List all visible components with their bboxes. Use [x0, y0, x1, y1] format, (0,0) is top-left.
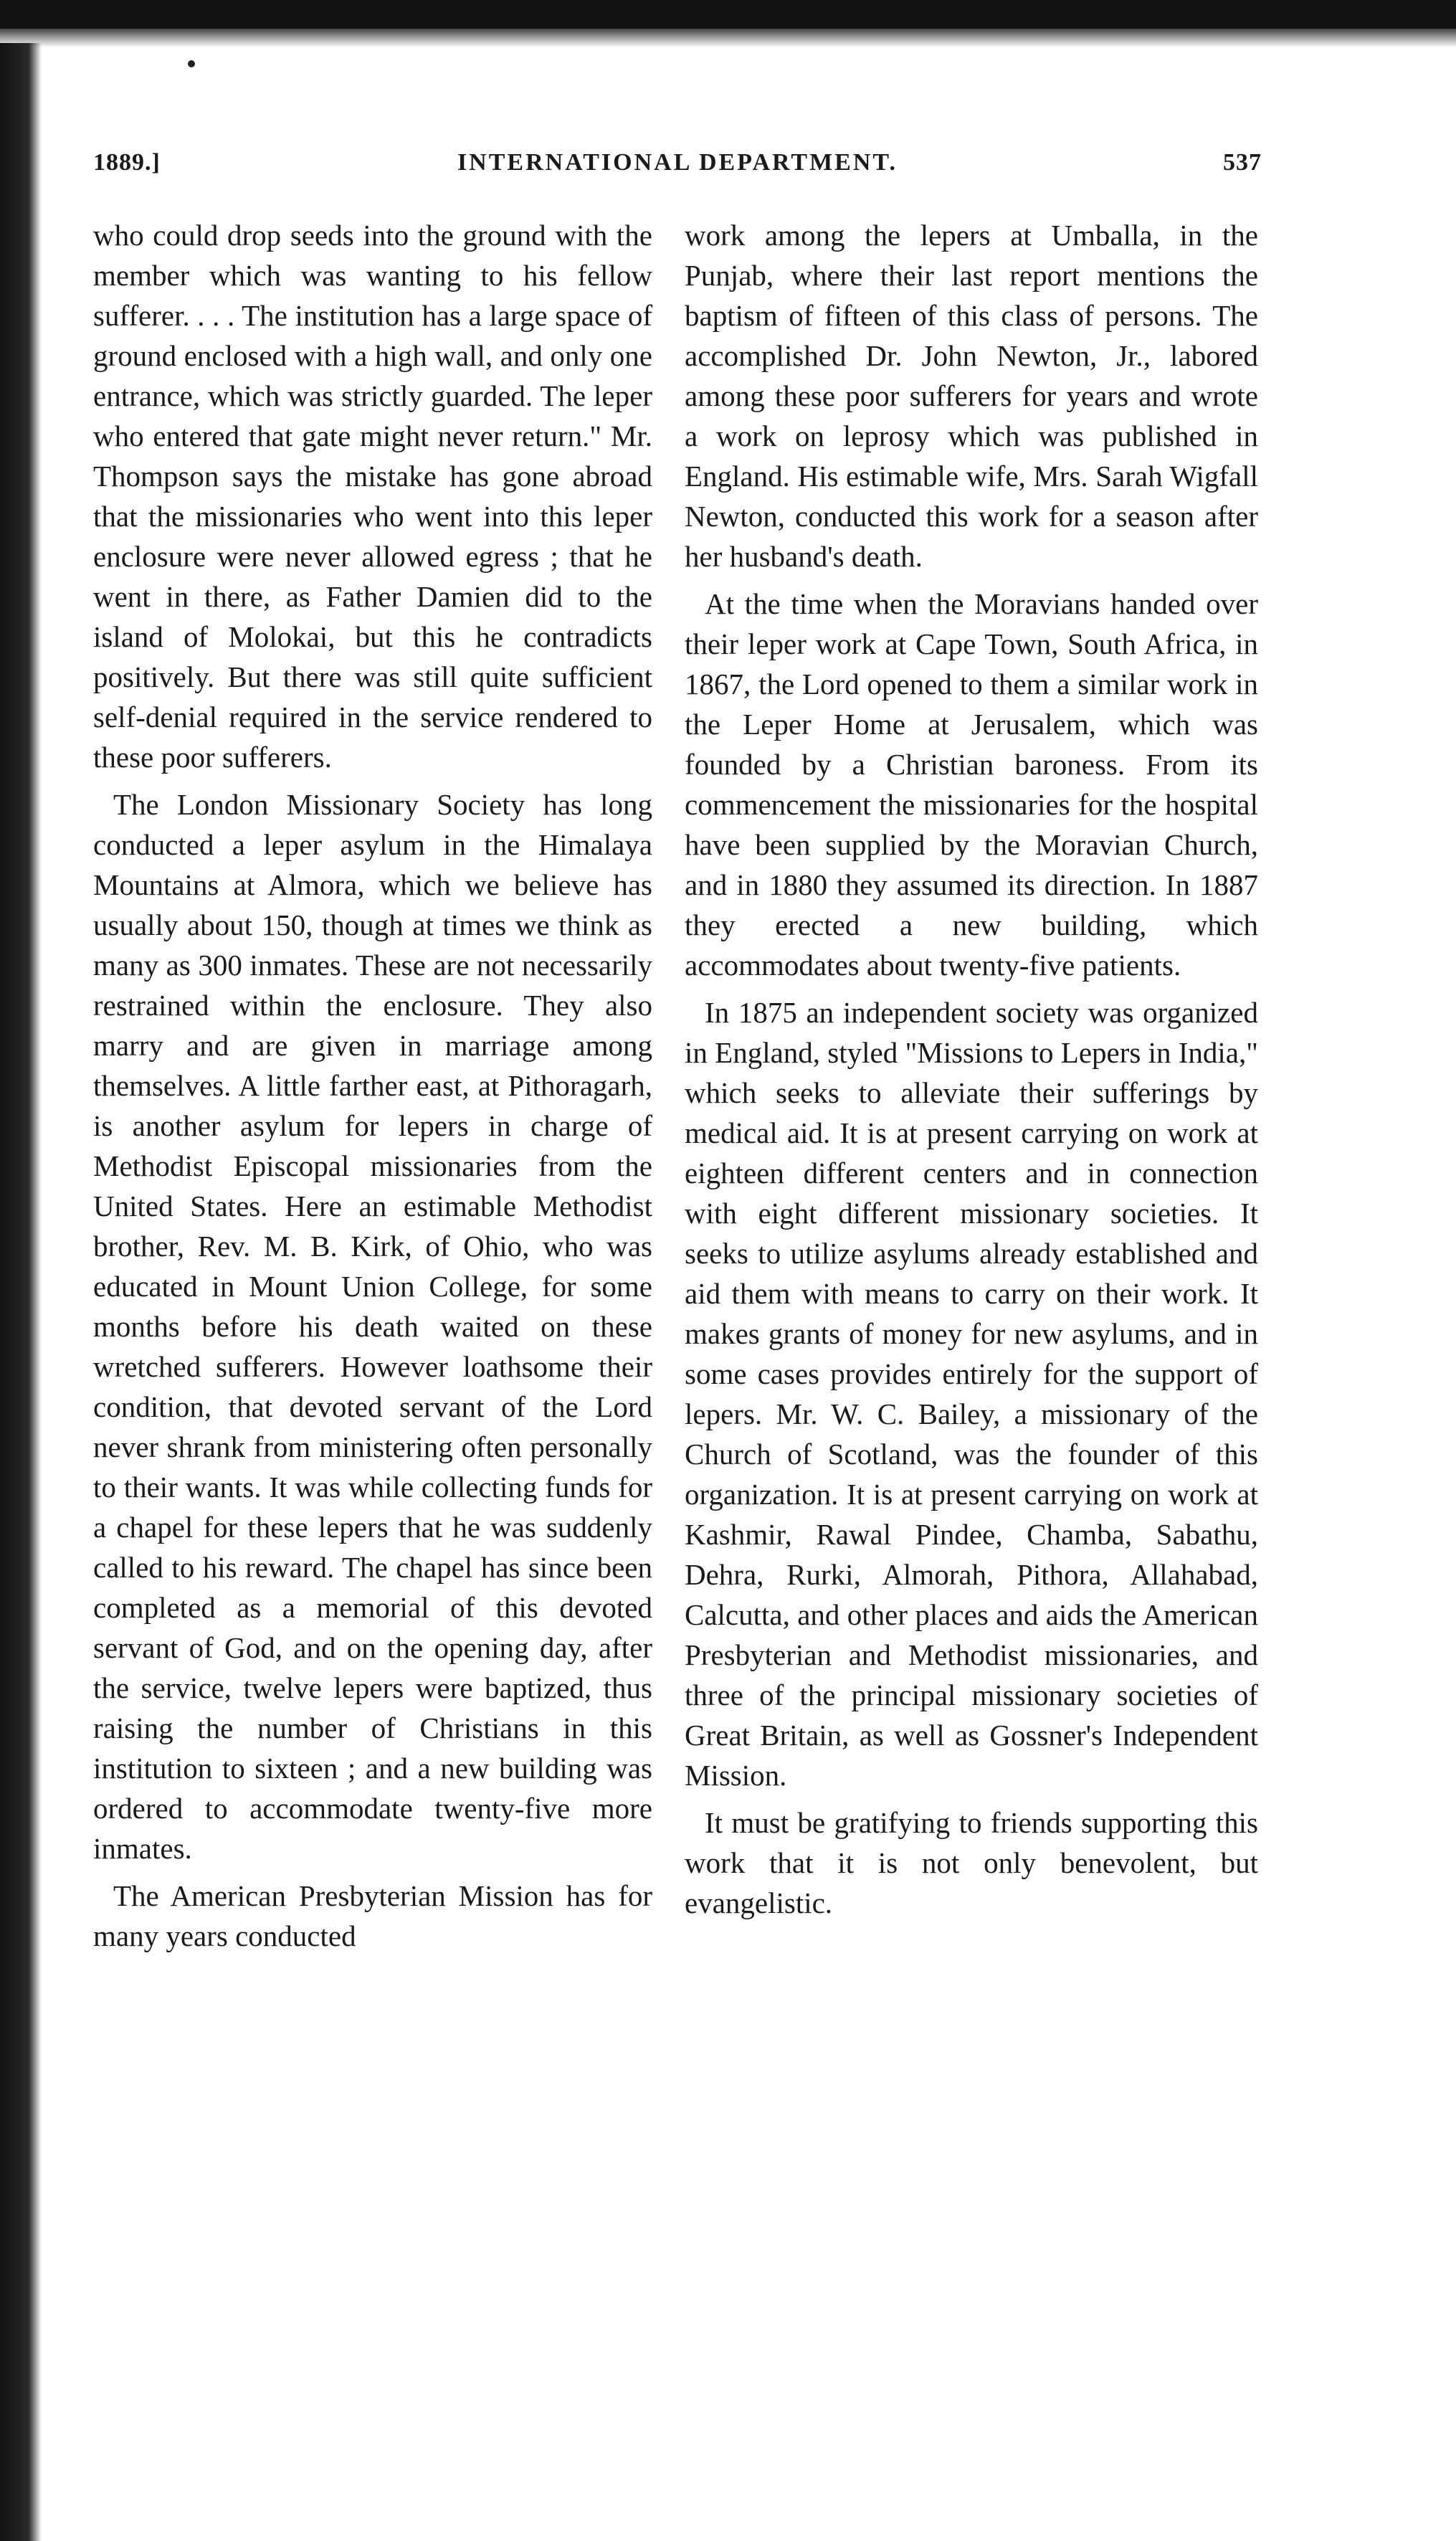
left-column [93, 215, 652, 1956]
scan-top-border [0, 0, 1456, 29]
paragraph: The American Presbyterian Mission has for many years conducted [93, 1879, 652, 1952]
header-title: INTERNATIONAL DEPARTMENT. [457, 149, 898, 176]
scan-top-shadow [0, 29, 1456, 47]
paragraph: work among the lepers at Umballa, in the Punjab, where their last report mentions the baptism of fifteen of this class of persons. The accomplished Dr. John Newton, Jr., labored among these poor sufferers for years and wrote a work on leprosy which was published in England. His estimable wife, Mrs. Sarah Wigfall Newton, conducted this work for a season after her husband's death. [685, 219, 1258, 573]
scan-left-border [0, 43, 42, 2541]
paragraph: In 1875 an independent society was organized in England, styled "Missions to Lepers in India," which seeks to alleviate their sufferings by medical aid. It is at present carrying on work at eighteen different centers and in connection with eight different missionary societies. It seeks to utilize asylums already established and aid them with means to carry on their work. It makes grants of money for new asylums, and in some cases provides entirely for the support of lepers. Mr. W. C. Bailey, a missionary of the Church of Scotland, was the founder of this organization. It is at present carrying on work at Kashmir, Rawal Pindee, Chamba, Sabathu, Dehra, Rurki, Almorah, Pithora, Allahabad, Calcutta, and other places and aids the American Presbyterian and Methodist missionaries, and three of the principal missionary societies of Great Britain, as well as Gossner's Independent Mission. [685, 996, 1258, 1792]
paragraph: It must be gratifying to friends supporting this work that it is not only benevolent, but evangelistic. [685, 1806, 1258, 1919]
paragraph: who could drop seeds into the ground with the member which was wanting to his fellow sufferer. . . . The institution has a large space of ground enclosed with a high wall, and only one entrance, which was strictly guarded. The leper who entered that gate might never return." Mr. Thompson says the mistake has gone abroad that the missionaries who went into this leper enclosure were never allowed egress ; that he went in there, as Father Damien did to the island of Molokai, but this he contradicts positively. But there was still quite sufficient self-denial required in the service rendered to these poor sufferers. [93, 219, 652, 774]
paragraph: At the time when the Moravians handed over their leper work at Cape Town, South Africa, in 1867, the Lord opened to them a similar work in the Leper Home at Jerusalem, which was founded by a Christian baroness. From its commencement the missionaries for the hospital have been supplied by the Moravian Church, and in 1880 they assumed its direction. In 1887 they erected a new building, which accommodates about twenty-five patients. [685, 587, 1258, 982]
page-number: 537 [1223, 149, 1262, 176]
paragraph: The London Missionary Society has long conducted a leper asylum in the Himalaya Mountains at Almora, which we believe has usually about 150, though at times we think as many as 300 inmates. These are not necessarily restrained within the enclosure. They also marry and are given in marriage among themselves. A little farther east, at Pithoragarh, is another asylum for lepers in charge of Methodist Episcopal missionaries from the United States. Here an estimable Methodist brother, Rev. M. B. Kirk, of Ohio, who was educated in Mount Union College, for some months before his death waited on these wretched sufferers. However loathsome their condition, that devoted servant of the Lord never shrank from ministering often personally to their wants. It was while collecting funds for a chapel for these lepers that he was suddenly called to his reward. The chapel has since been completed as a memorial of this devoted servant of God, and on the opening day, after the service, twelve lepers were baptized, thus raising the number of Christians in this institution to sixteen ; and a new building was ordered to accommodate twenty-five more inmates. [93, 788, 652, 1865]
right-column [685, 215, 1258, 1923]
ink-speck [188, 60, 195, 67]
running-header [93, 149, 1262, 192]
header-year: 1889.] [93, 149, 161, 176]
